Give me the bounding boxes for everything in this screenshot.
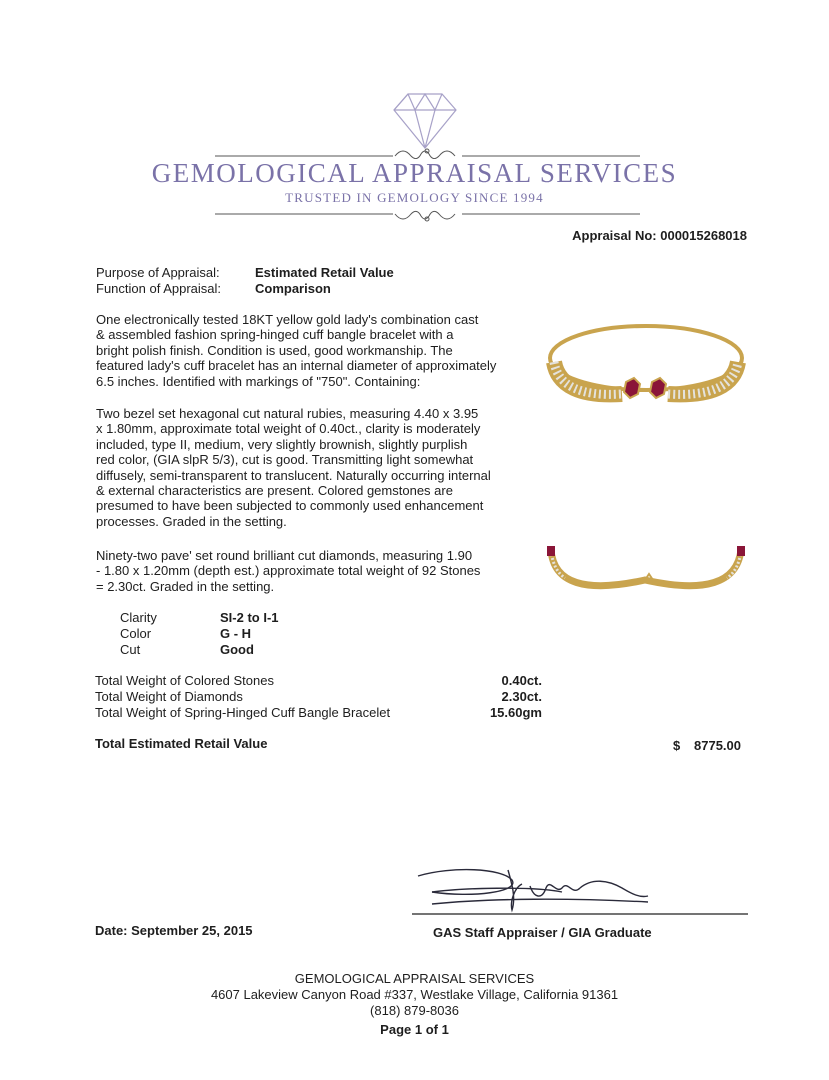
text-line: & external characteristics are present. Colored gemstones are bbox=[96, 483, 453, 499]
header-ornament-bottom bbox=[215, 207, 640, 223]
appraisal-number: Appraisal No: 000015268018 bbox=[572, 228, 747, 243]
text-line: Ninety-two pave' set round brilliant cut diamonds, measuring 1.90 bbox=[96, 548, 473, 563]
bracelet-side-photo bbox=[545, 540, 750, 604]
total-bracelet-value: 15.60gm bbox=[489, 705, 542, 720]
company-tagline: TRUSTED IN GEMOLOGY SINCE 1994 bbox=[285, 190, 544, 205]
text-line: = 2.30ct. Graded in the setting. bbox=[96, 578, 275, 594]
function-label: Function of Appraisal: bbox=[96, 281, 222, 296]
description-rubies bbox=[96, 406, 516, 529]
text-line: featured lady's cuff bracelet has an internal diameter of approximately bbox=[96, 358, 497, 374]
description-diamonds bbox=[96, 548, 516, 594]
appraiser-signature bbox=[412, 858, 748, 920]
total-diamonds-label: Total Weight of Diamonds bbox=[95, 689, 243, 704]
text-line: One electronically tested 18KT yellow gold lady's combination cast bbox=[96, 312, 479, 327]
header-ornament-top bbox=[215, 145, 640, 159]
text-line: - 1.80 x 1.20mm (depth est.) approximate total weight of 92 Stones bbox=[96, 563, 481, 579]
clarity-value: SI-2 to I-1 bbox=[220, 610, 279, 625]
total-bracelet-label: Total Weight of Spring-Hinged Cuff Bangle Bracelet bbox=[95, 705, 391, 720]
retail-currency: $ bbox=[673, 738, 681, 753]
text-line: red color, (GIA slpR 5/3), cut is good. Transmitting light somewhat bbox=[96, 452, 474, 468]
text-line: presumed to have been subjected to commonly used enhancement bbox=[96, 498, 484, 514]
retail-value-label: Total Estimated Retail Value bbox=[95, 736, 268, 751]
description-intro bbox=[96, 312, 516, 389]
text-line: processes. Graded in the setting. bbox=[96, 513, 287, 529]
purpose-value: Estimated Retail Value bbox=[255, 265, 394, 280]
text-line: x 1.80mm, approximate total weight of 0.40ct., clarity is moderately bbox=[96, 421, 481, 437]
purpose-label: Purpose of Appraisal: bbox=[96, 265, 220, 280]
bracelet-top-photo bbox=[540, 312, 756, 412]
signature-title: GAS Staff Appraiser / GIA Graduate bbox=[433, 925, 652, 940]
diamond-logo-icon bbox=[380, 90, 470, 152]
clarity-label: Clarity bbox=[120, 610, 157, 625]
total-colored-stones-label: Total Weight of Colored Stones bbox=[95, 673, 274, 688]
text-line: bright polish finish. Condition is used, good workmanship. The bbox=[96, 342, 453, 358]
text-line: included, type II, medium, very slightly brownish, slightly purplish bbox=[96, 436, 468, 452]
text-line: diffusely, semi-transparent to translucent. Naturally occurring internal bbox=[96, 467, 491, 483]
retail-amount: 8775.00 bbox=[694, 738, 741, 753]
appraisal-date: Date: September 25, 2015 bbox=[95, 923, 253, 938]
company-name: GEMOLOGICAL APPRAISAL SERVICES bbox=[151, 158, 678, 188]
footer-address: 4607 Lakeview Canyon Road #337, Westlake Village, California 91361 bbox=[210, 987, 619, 1002]
page-number: Page 1 of 1 bbox=[380, 1022, 449, 1037]
cut-value: Good bbox=[220, 642, 254, 657]
total-colored-stones-value: 0.40ct. bbox=[501, 673, 542, 688]
footer-phone: (818) 879-8036 bbox=[370, 1003, 459, 1018]
text-line: 6.5 inches. Identified with markings of "750". Containing: bbox=[96, 373, 421, 389]
color-label: Color bbox=[120, 626, 152, 641]
function-value: Comparison bbox=[255, 281, 331, 296]
text-line: & assembled fashion spring-hinged cuff bangle bracelet with a bbox=[96, 327, 454, 343]
text-line: Two bezel set hexagonal cut natural rubies, measuring 4.40 x 3.95 bbox=[96, 406, 479, 421]
footer-company: GEMOLOGICAL APPRAISAL SERVICES bbox=[294, 971, 535, 986]
color-value: G - H bbox=[220, 626, 252, 641]
total-diamonds-value: 2.30ct. bbox=[501, 689, 542, 704]
cut-label: Cut bbox=[120, 642, 141, 657]
